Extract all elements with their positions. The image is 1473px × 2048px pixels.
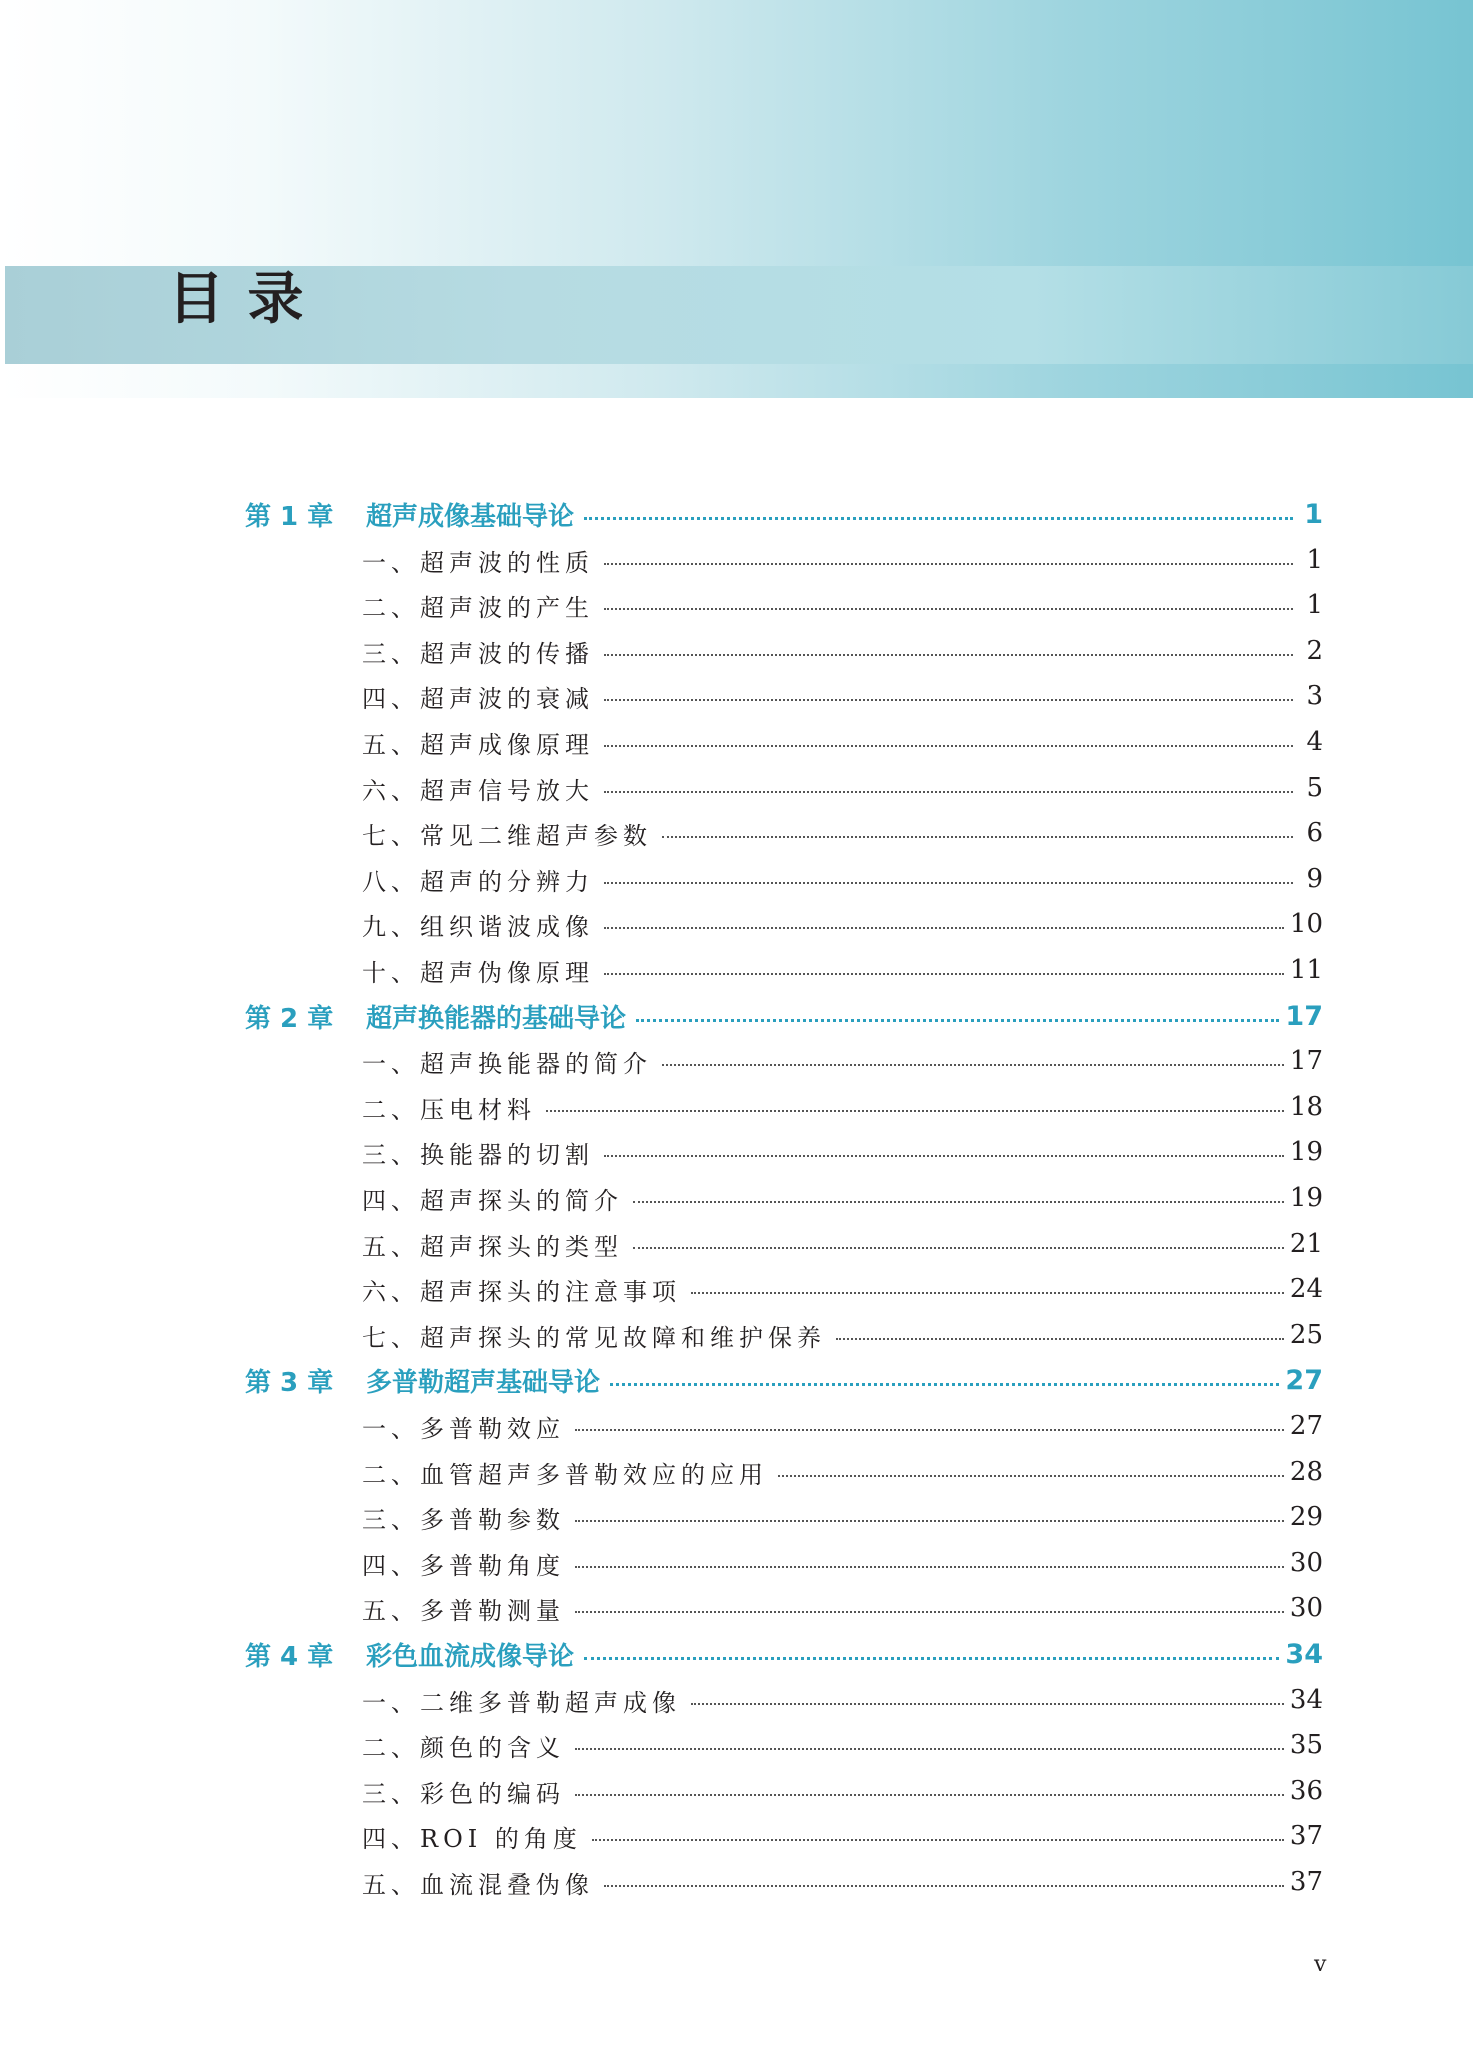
- toc-section-entry[interactable]: [362, 538, 1323, 582]
- section-title: 四、ROI 的角度: [362, 1824, 582, 1853]
- toc-page-number: 36: [1289, 1776, 1323, 1806]
- toc-page-number: 10: [1289, 909, 1323, 939]
- toc-page-number: 19: [1289, 1137, 1323, 1167]
- toc-section-entry[interactable]: [362, 766, 1323, 810]
- toc-page-number: 11: [1289, 955, 1323, 985]
- toc-page-number: 17: [1285, 1000, 1323, 1032]
- toc-section-entry[interactable]: [362, 811, 1323, 855]
- dot-leader: [604, 927, 1284, 929]
- toc-page-number: 28: [1289, 1457, 1323, 1487]
- dot-leader: [604, 745, 1293, 747]
- section-title: 六、超声探头的注意事项: [362, 1277, 681, 1306]
- section-title: 十、超声伪像原理: [362, 958, 594, 987]
- dot-leader: [604, 563, 1293, 565]
- chapter-number: 第 4 章: [245, 1641, 334, 1672]
- toc-chapter-entry[interactable]: [245, 1358, 1323, 1402]
- toc-section-entry[interactable]: [362, 629, 1323, 673]
- section-title: 七、超声探头的常见故障和维护保养: [362, 1323, 826, 1352]
- dot-leader: [604, 1155, 1284, 1157]
- section-title: 一、二维多普勒超声成像: [362, 1688, 681, 1717]
- toc-section-entry[interactable]: [362, 1495, 1323, 1539]
- section-title: 一、超声换能器的简介: [362, 1049, 652, 1078]
- dot-leader: [604, 791, 1293, 793]
- dot-leader: [662, 1064, 1284, 1066]
- section-title: 八、超声的分辨力: [362, 867, 594, 896]
- section-title: 二、颜色的含义: [362, 1733, 565, 1762]
- toc-page-number: 18: [1289, 1092, 1323, 1122]
- section-title: 二、超声波的产生: [362, 593, 594, 622]
- dot-leader: [604, 608, 1293, 610]
- section-title: 四、超声探头的简介: [362, 1186, 623, 1215]
- chapter-title: 超声成像基础导论: [366, 501, 575, 532]
- toc-page-number: 37: [1289, 1821, 1323, 1851]
- section-title: 三、换能器的切割: [362, 1140, 594, 1169]
- dot-leader: [633, 1247, 1284, 1249]
- chapter-number: 第 1 章: [245, 501, 334, 532]
- chapter-title: 超声换能器的基础导论: [366, 1003, 627, 1034]
- dot-leader: [575, 1748, 1284, 1750]
- section-title: 五、多普勒测量: [362, 1596, 565, 1625]
- dot-leader: [575, 1520, 1284, 1522]
- toc-page-number: 29: [1289, 1502, 1323, 1532]
- section-title: 五、超声成像原理: [362, 730, 594, 759]
- toc-section-entry[interactable]: [362, 583, 1323, 627]
- toc-page-number: 1: [1306, 590, 1323, 620]
- toc-page-number: 37: [1289, 1867, 1323, 1897]
- dot-leader: [575, 1611, 1284, 1613]
- toc-page-number: 34: [1285, 1638, 1323, 1670]
- toc-page-number: 2: [1306, 636, 1323, 666]
- dot-leader: [584, 1657, 1279, 1660]
- dot-leader: [604, 882, 1293, 884]
- chapter-number: 第 3 章: [245, 1367, 334, 1398]
- toc-section-entry[interactable]: [362, 674, 1323, 718]
- section-title: 三、超声波的传播: [362, 639, 594, 668]
- dot-leader: [592, 1839, 1284, 1841]
- toc-page-number: 30: [1289, 1593, 1323, 1623]
- toc-page-number: 27: [1285, 1364, 1323, 1396]
- toc-section-entry[interactable]: [362, 1267, 1323, 1311]
- toc-page-number: 19: [1289, 1183, 1323, 1213]
- toc-section-entry[interactable]: [362, 1586, 1323, 1630]
- dot-leader: [575, 1794, 1284, 1796]
- dot-leader: [575, 1429, 1284, 1431]
- toc-page-number: 17: [1289, 1046, 1323, 1076]
- dot-leader: [691, 1703, 1284, 1705]
- toc-section-entry[interactable]: [362, 1723, 1323, 1767]
- toc-page-number: 21: [1289, 1229, 1323, 1259]
- toc-page-number: 1: [1304, 498, 1323, 530]
- toc-section-entry[interactable]: [362, 1404, 1323, 1448]
- dot-leader: [546, 1110, 1284, 1112]
- chapter-number: 第 2 章: [245, 1003, 334, 1034]
- chapter-title: 多普勒超声基础导论: [366, 1367, 601, 1398]
- toc-section-entry[interactable]: [362, 1039, 1323, 1083]
- page-title: 目 录: [168, 267, 306, 332]
- section-title: 五、血流混叠伪像: [362, 1870, 594, 1899]
- dot-leader: [584, 517, 1293, 520]
- toc-chapter-entry[interactable]: [245, 1632, 1323, 1676]
- section-title: 三、彩色的编码: [362, 1779, 565, 1808]
- toc-section-entry[interactable]: [362, 902, 1323, 946]
- chapter-title: 彩色血流成像导论: [366, 1641, 575, 1672]
- toc-page-number: 30: [1289, 1548, 1323, 1578]
- toc-section-entry[interactable]: [362, 948, 1323, 992]
- section-title: 二、压电材料: [362, 1095, 536, 1124]
- section-title: 三、多普勒参数: [362, 1505, 565, 1534]
- toc-section-entry[interactable]: [362, 1450, 1323, 1494]
- toc-page-number: 9: [1306, 864, 1323, 894]
- toc-section-entry[interactable]: [362, 1222, 1323, 1266]
- toc-section-entry[interactable]: [362, 1085, 1323, 1129]
- toc-section-entry[interactable]: [362, 1541, 1323, 1585]
- section-title: 七、常见二维超声参数: [362, 821, 652, 850]
- section-title: 四、多普勒角度: [362, 1551, 565, 1580]
- dot-leader: [604, 973, 1284, 975]
- section-title: 一、多普勒效应: [362, 1414, 565, 1443]
- toc-section-entry[interactable]: [362, 1814, 1323, 1858]
- section-title: 二、血管超声多普勒效应的应用: [362, 1460, 768, 1489]
- toc-page-number: 27: [1289, 1411, 1323, 1441]
- toc-section-entry[interactable]: [362, 1130, 1323, 1174]
- dot-leader: [778, 1475, 1284, 1477]
- dot-leader: [836, 1338, 1284, 1340]
- dot-leader: [604, 1885, 1284, 1887]
- section-title: 六、超声信号放大: [362, 776, 594, 805]
- toc-section-entry[interactable]: [362, 1769, 1323, 1813]
- toc-chapter-entry[interactable]: [245, 492, 1323, 536]
- toc-section-entry[interactable]: [362, 720, 1323, 764]
- toc-section-entry[interactable]: [362, 1313, 1323, 1357]
- dot-leader: [633, 1201, 1284, 1203]
- toc-page-number: 34: [1289, 1685, 1323, 1715]
- dot-leader: [575, 1566, 1284, 1568]
- dot-leader: [604, 654, 1293, 656]
- toc-page-number: 1: [1306, 545, 1323, 575]
- page-number: v: [1314, 1952, 1327, 1977]
- section-title: 四、超声波的衰减: [362, 684, 594, 713]
- toc-page-number: 5: [1306, 773, 1323, 803]
- dot-leader: [636, 1019, 1279, 1022]
- toc-page-number: 6: [1306, 818, 1323, 848]
- section-title: 一、超声波的性质: [362, 548, 594, 577]
- toc-page-number: 25: [1289, 1320, 1323, 1350]
- section-title: 九、组织谐波成像: [362, 912, 594, 941]
- dot-leader: [662, 836, 1293, 838]
- dot-leader: [604, 699, 1293, 701]
- toc-chapter-entry[interactable]: [245, 994, 1323, 1038]
- dot-leader: [610, 1383, 1279, 1386]
- toc-page-number: 4: [1306, 727, 1323, 757]
- toc-section-entry[interactable]: [362, 1860, 1323, 1904]
- section-title: 五、超声探头的类型: [362, 1232, 623, 1261]
- toc-section-entry[interactable]: [362, 1678, 1323, 1722]
- toc-section-entry[interactable]: [362, 1176, 1323, 1220]
- toc-page-number: 35: [1289, 1730, 1323, 1760]
- toc-section-entry[interactable]: [362, 857, 1323, 901]
- toc-page-number: 24: [1289, 1274, 1323, 1304]
- toc-page-number: 3: [1306, 681, 1323, 711]
- dot-leader: [691, 1292, 1284, 1294]
